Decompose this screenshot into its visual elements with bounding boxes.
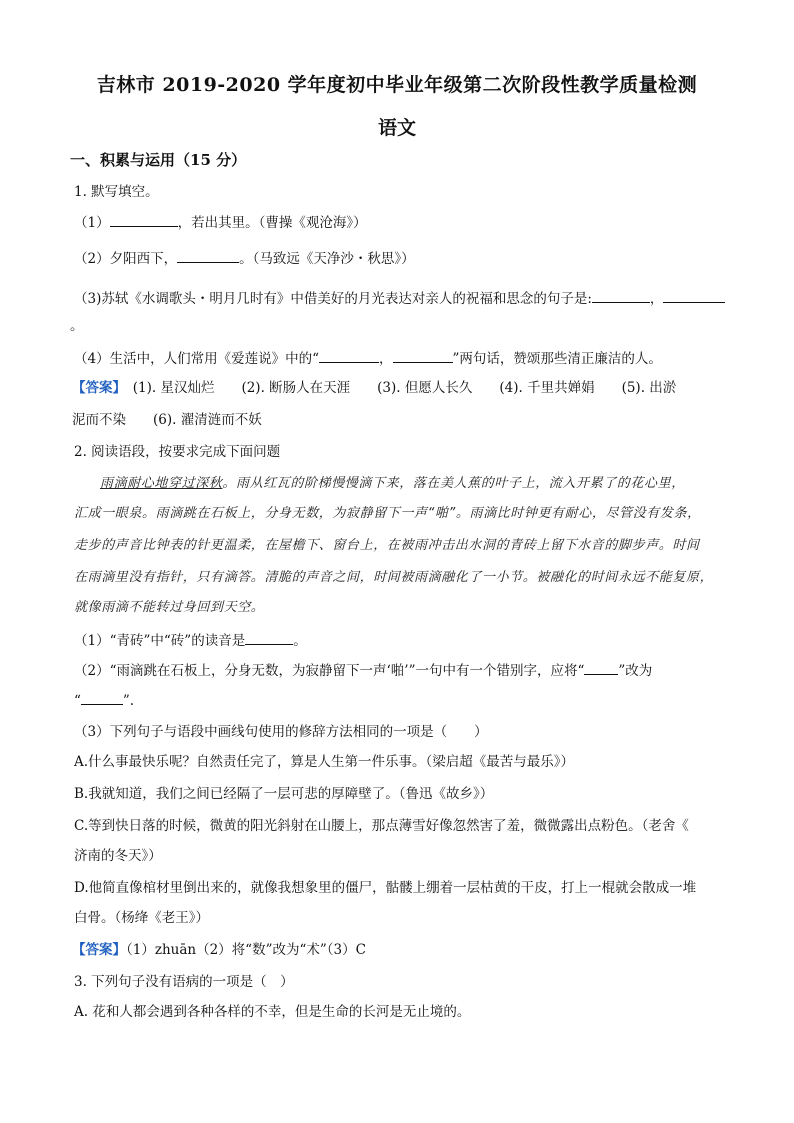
q1-item2 <box>74 248 415 269</box>
q2-answer <box>72 940 366 960</box>
q2-sub2-quote-close: ”. <box>122 693 135 709</box>
passage-line: 就像雨滴不能转过身回到天空。 <box>74 600 265 615</box>
answer-blank <box>177 248 239 263</box>
q2-option-d: D.他简直像棺材里倒出来的，就像我想象里的僵尸，骷髅上绷着一层枯黄的干皮，打上一棍就会散成一堆 <box>74 880 697 896</box>
answer-blank <box>110 212 178 227</box>
q1-item1-prefix: （1） <box>74 215 110 231</box>
q2-sub2-line2 <box>74 690 134 711</box>
answer-blank <box>245 630 293 645</box>
q1-item1 <box>74 212 367 233</box>
q2-sub1 <box>74 630 307 651</box>
q2-sub2-text: （2）“雨滴跳在石板上，分身无数，为寂静留下一声‘啪’”一句中有一个错别字，应将“ <box>74 663 585 679</box>
q1-item4 <box>74 348 662 369</box>
answer-blank <box>592 288 650 303</box>
passage-line: 在雨滴里没有指针，只有滴答。清脆的声音之间，时间被雨滴融化了一小节。被融化的时间永远不能复原， <box>74 570 714 585</box>
passage-line <box>100 474 685 494</box>
q2-option-c: C.等到快日落的时候，微黄的阳光斜射在山腰上，那点薄雪好像忽然害了羞，微微露出点粉色。（老舍《 <box>74 818 689 834</box>
q1-item1-suffix: ，若出其里。（曹操《观沧海》） <box>177 215 367 231</box>
q1-item3-prefix: （3)苏轼《水调歌头・明月几时有》中借美好的月光表达对亲人的祝福和思念的句子是: <box>74 291 592 307</box>
answer-blank <box>393 348 453 363</box>
q1-item2-suffix: 。（马致远《天净沙・秋思》） <box>239 251 415 267</box>
q1-item4-comma: ， <box>379 351 393 367</box>
q1-answer-text: (1). 星汉灿烂 (2). 断肠人在天涯 (3). 但愿人长久 (4). 千里共婵娟 (5). 出淤 <box>132 380 677 396</box>
q2-sub3: （3）下列句子与语段中画线句使用的修辞方法相同的一项是（ ） <box>74 724 488 740</box>
q2-option-a: A.什么事最快乐呢？自然责任完了，算是人生第一件乐事。（梁启超《最苦与最乐》） <box>74 754 575 770</box>
q1-item3-end: 。 <box>70 318 84 334</box>
q1-item2-prefix: （2）夕阳西下， <box>74 251 178 267</box>
passage-text: 。雨从红瓦的阶梯慢慢滴下来，落在美人蕉的叶子上，流入开累了的花心里， <box>222 476 685 491</box>
q1-item4-suffix: ”两句话，赞颂那些清正廉洁的人。 <box>452 351 662 367</box>
q1-item3-comma: ， <box>649 291 664 307</box>
answer-blank <box>663 288 725 303</box>
answer-blank <box>584 660 618 675</box>
answer-label: 【答案】 <box>72 380 120 396</box>
q3-option-a: A. 花和人都会遇到各种各样的不幸，但是生命的长河是无止境的。 <box>74 1004 471 1020</box>
q1-answer <box>72 378 676 398</box>
passage-line: 走步的声音比钟表的针更温柔，在屋檐下、窗台上，在被雨冲击出水洞的青砖上留下水音的脚步声。时间 <box>74 538 700 553</box>
q2-sub2-mid: ”改为 <box>618 663 653 679</box>
section-heading: 一、积累与运用（15 分） <box>70 151 247 169</box>
q3-stem: 3. 下列句子没有语病的一项是（ ） <box>74 974 294 990</box>
q2-option-d-continued: 白骨。（杨绛《老王》） <box>74 910 209 926</box>
q1-answer-continued: 泥而不染 (6). 濯清涟而不妖 <box>72 412 262 428</box>
answer-blank <box>319 348 379 363</box>
q2-option-c-continued: 济南的冬天》） <box>74 848 162 864</box>
q2-answer-text: （1）zhuān（2）将“数”改为“术”（3）C <box>126 942 366 958</box>
answer-blank <box>81 690 123 705</box>
q1-item4-prefix: （4）生活中，人们常用《爱莲说》中的“ <box>74 351 319 367</box>
q1-item3 <box>74 288 725 309</box>
q2-sub2 <box>74 660 652 681</box>
q2-stem: 2. 阅读语段，按要求完成下面问题 <box>74 444 281 460</box>
underlined-sentence: 雨滴耐心地穿过深秋 <box>100 476 223 491</box>
answer-label: 【答案】 <box>72 942 126 958</box>
q2-sub2-quote-open: “ <box>74 693 81 709</box>
q2-sub1-text: （1）“青砖”中“砖”的读音是 <box>74 633 246 649</box>
exam-subject: 语文 <box>377 117 416 139</box>
q1-stem: 1. 默写填空。 <box>74 184 159 200</box>
passage-line: 汇成一眼泉。雨滴跳在石板上，分身无数，为寂静留下一声“啪”。雨滴比时钟更有耐心，尽管没有发条， <box>74 506 701 521</box>
exam-title: 吉林市 2019-2020 学年度初中毕业年级第二次阶段性教学质量检测 <box>96 74 698 96</box>
q2-option-b: B.我就知道，我们之间已经隔了一层可悲的厚障壁了。（鲁迅《故乡》） <box>74 786 494 802</box>
q2-sub1-end: 。 <box>293 633 307 649</box>
